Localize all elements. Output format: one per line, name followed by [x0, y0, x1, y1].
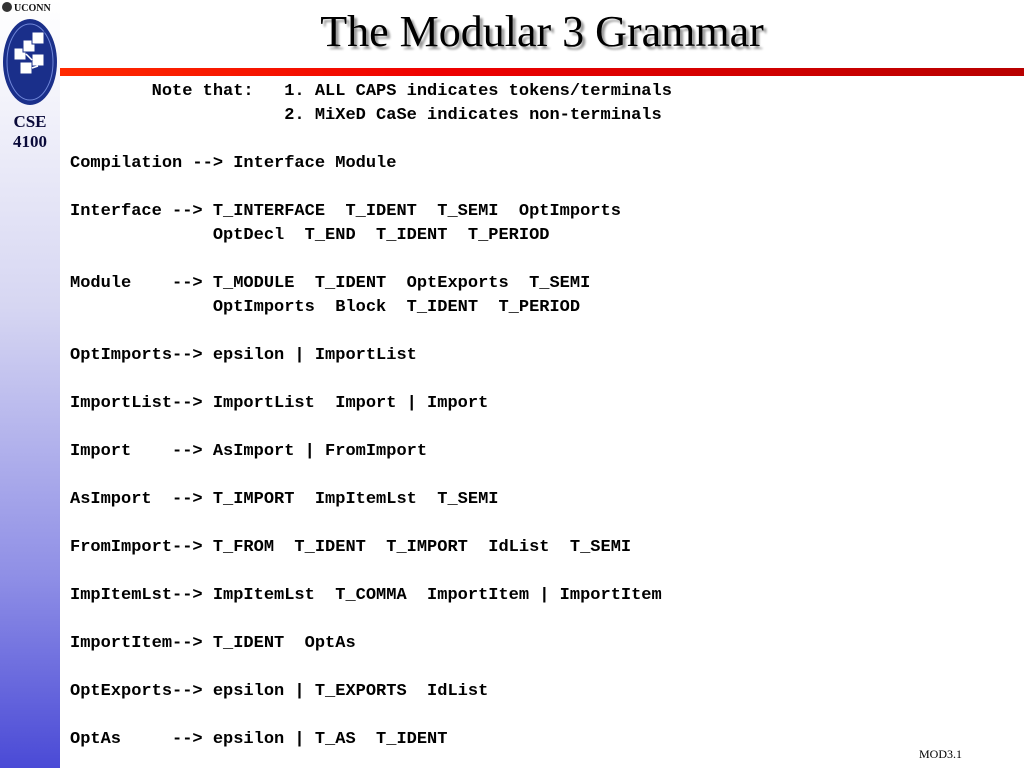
- grammar-line: OptExports--> epsilon | T_EXPORTS IdList: [70, 682, 489, 701]
- course-subject: CSE: [13, 112, 47, 131]
- grammar-line: Compilation --> Interface Module: [70, 154, 397, 173]
- grammar-line: ImpItemLst--> ImpItemLst T_COMMA ImportItem | ImportItem: [70, 586, 662, 605]
- course-number: 4100: [13, 132, 47, 151]
- grammar-line: [70, 128, 672, 152]
- grammar-line: [70, 464, 672, 488]
- grammar-line: [70, 560, 672, 584]
- grammar-line: [70, 704, 672, 728]
- course-code: [0, 112, 60, 152]
- grammar-line: [70, 248, 672, 272]
- grammar-listing: [70, 80, 672, 752]
- grammar-line: 2. MiXeD CaSe indicates non-terminals: [70, 106, 662, 125]
- grammar-line: OptDecl T_END T_IDENT T_PERIOD: [70, 226, 550, 245]
- grammar-line: ImportItem--> T_IDENT OptAs: [70, 634, 356, 653]
- grammar-line: [70, 608, 672, 632]
- slide-title: The Modular 3 Grammar: [320, 7, 764, 56]
- grammar-line: Interface --> T_INTERFACE T_IDENT T_SEMI OptImports: [70, 202, 621, 221]
- sidebar: [0, 0, 60, 768]
- grammar-line: ImportList--> ImportList Import | Import: [70, 394, 489, 413]
- grammar-line: Import --> AsImport | FromImport: [70, 442, 428, 461]
- uconn-logo: [2, 2, 60, 16]
- grammar-line: [70, 176, 672, 200]
- department-logo-icon: [2, 18, 58, 106]
- grammar-line: [70, 512, 672, 536]
- grammar-line: [70, 368, 672, 392]
- grammar-line: Module --> T_MODULE T_IDENT OptExports T_SEMI: [70, 274, 591, 293]
- title-divider: [60, 68, 1024, 76]
- grammar-line: [70, 656, 672, 680]
- slide-number: MOD3.1: [918, 747, 962, 761]
- grammar-line: FromImport--> T_FROM T_IDENT T_IMPORT IdList T_SEMI: [70, 538, 632, 557]
- grammar-line: [70, 416, 672, 440]
- grammar-line: OptImports--> epsilon | ImportList: [70, 346, 417, 365]
- university-seal-icon: [2, 2, 12, 12]
- grammar-line: [70, 320, 672, 344]
- university-name: UCONN: [14, 3, 51, 14]
- grammar-line: OptImports Block T_IDENT T_PERIOD: [70, 298, 581, 317]
- grammar-line: OptAs --> epsilon | T_AS T_IDENT: [70, 730, 448, 749]
- grammar-line: AsImport --> T_IMPORT ImpItemLst T_SEMI: [70, 490, 499, 509]
- grammar-line: Note that: 1. ALL CAPS indicates tokens/terminals: [70, 82, 672, 101]
